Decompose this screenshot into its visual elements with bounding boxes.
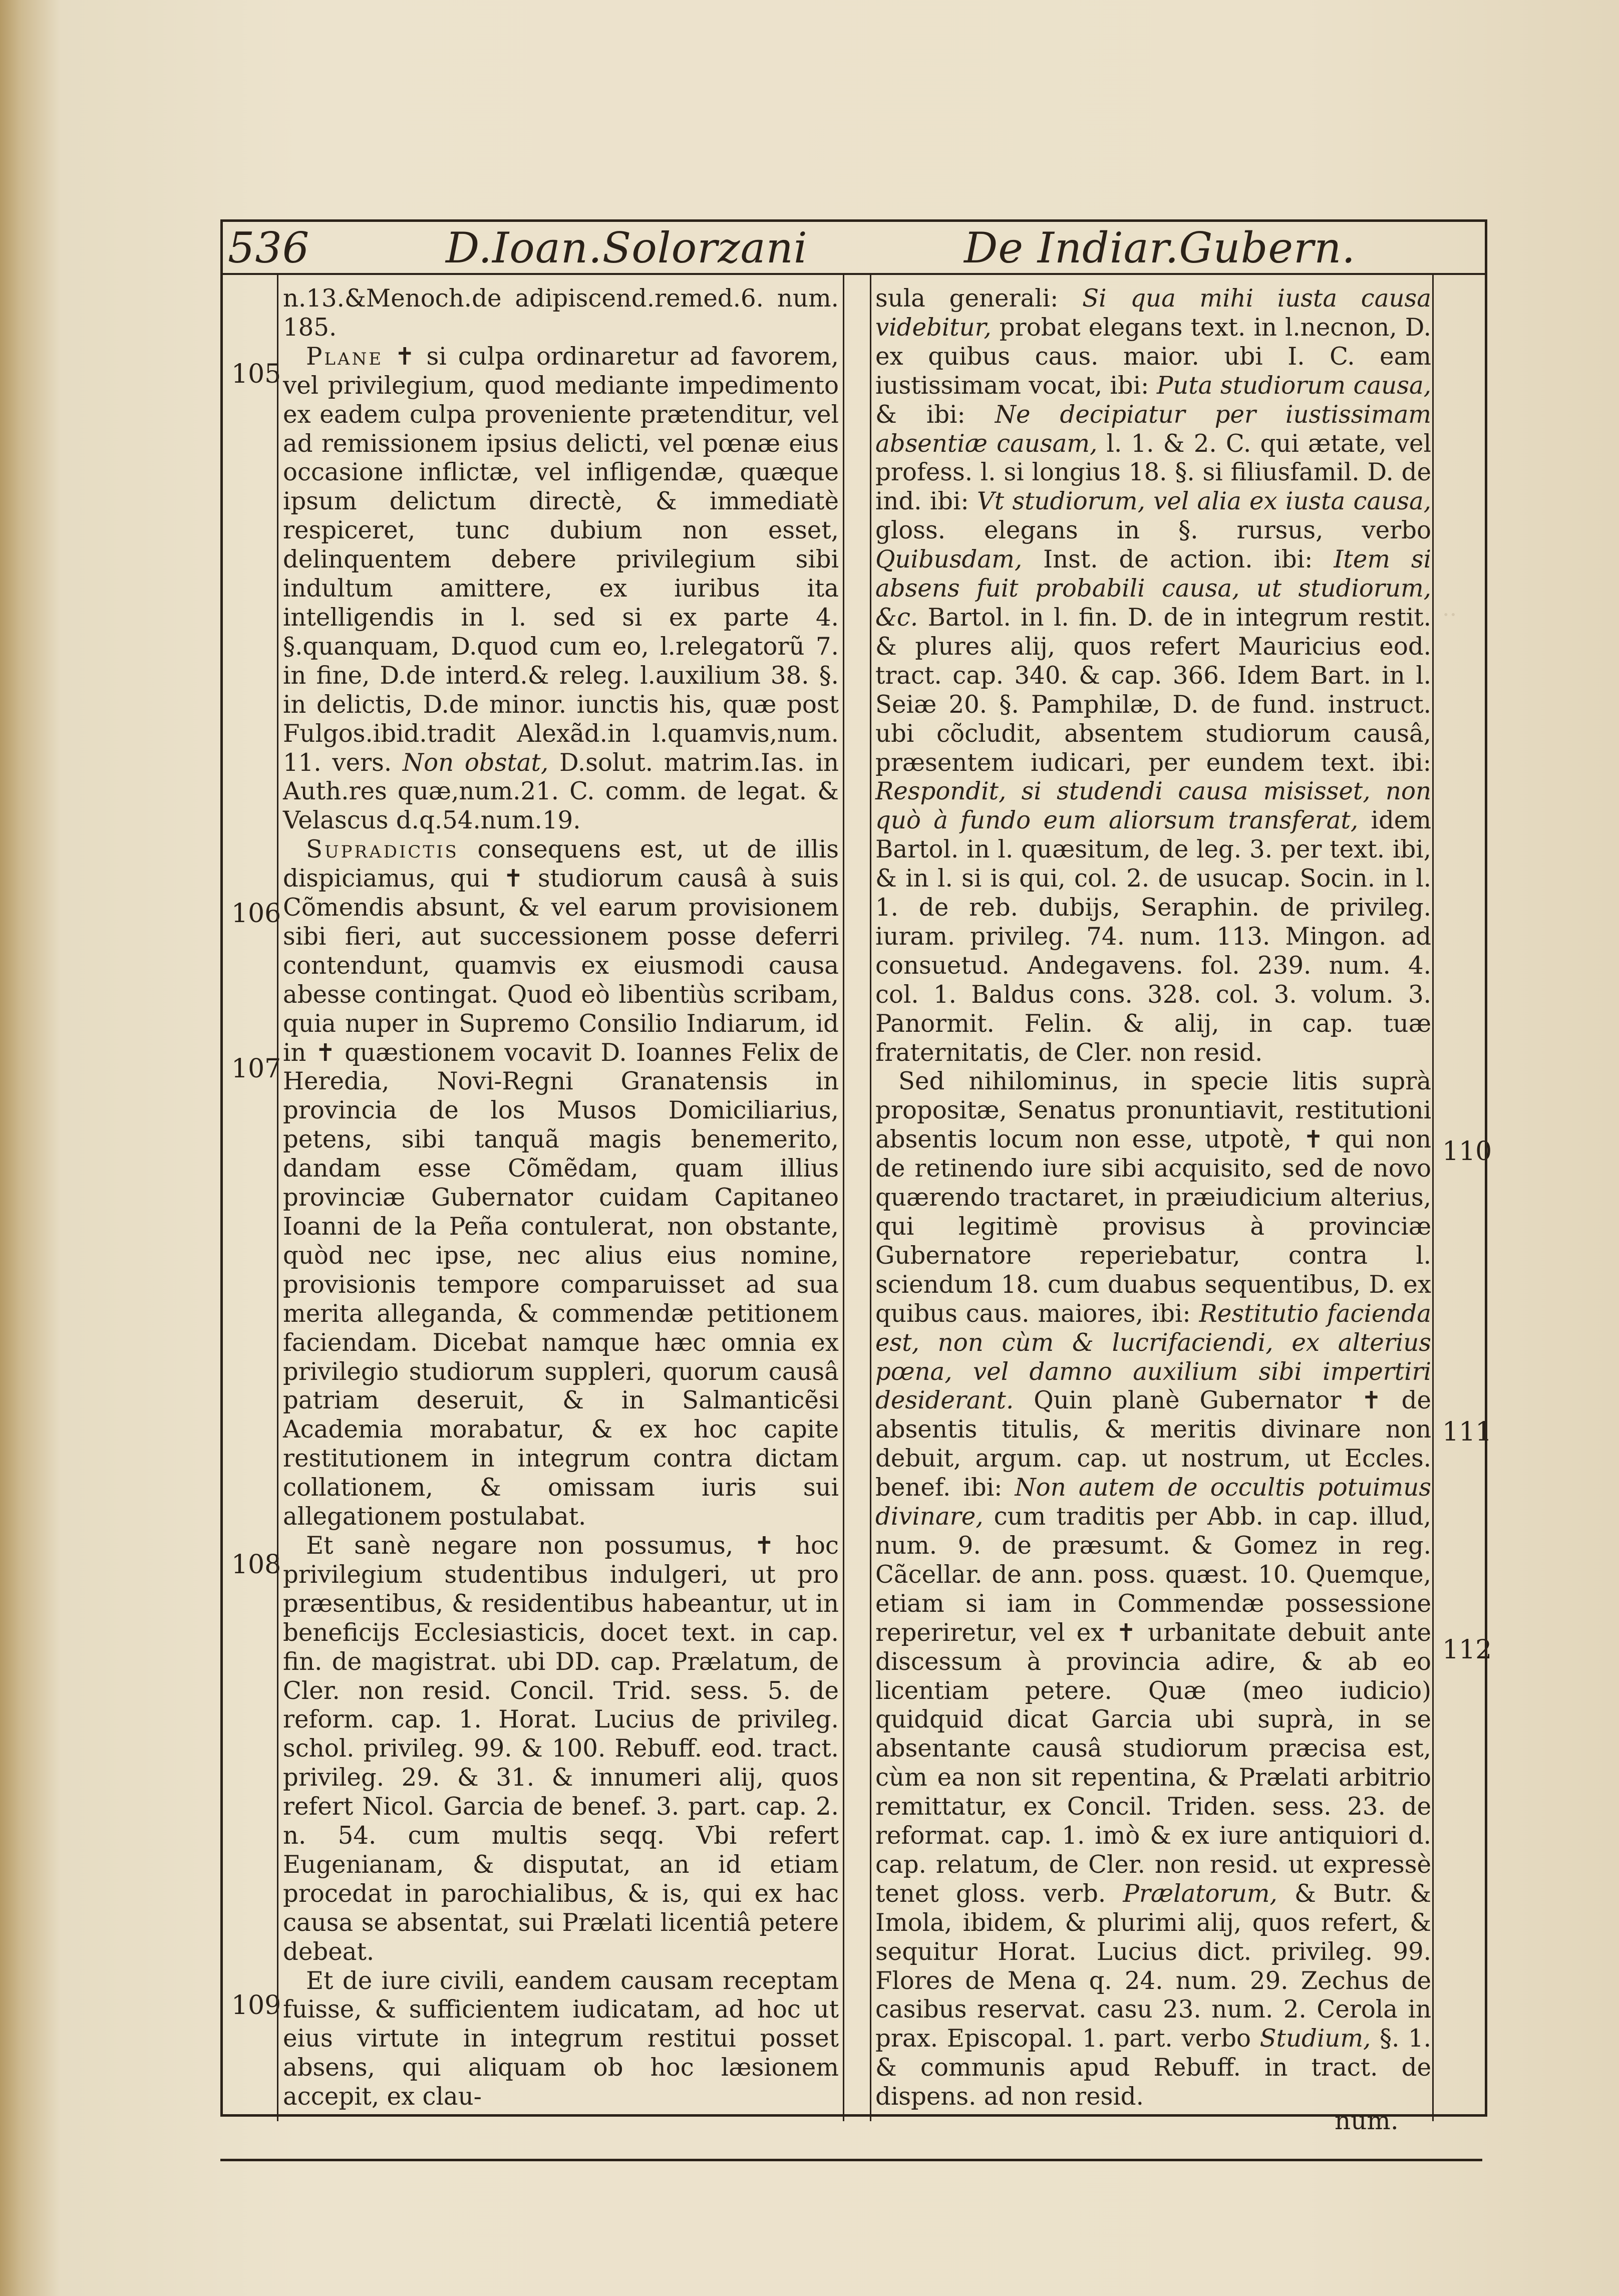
- left-margin-rule: [277, 273, 278, 2121]
- paragraph-lead-word: Supradictis: [306, 835, 459, 864]
- margin-number-108: 108: [231, 1550, 281, 1580]
- header-rule: [220, 273, 1486, 275]
- text-run: n.13.&Menoch.de adipiscend.remed.6. num. 185.: [283, 284, 839, 342]
- margin-number-109: 109: [231, 1990, 281, 2021]
- margin-number-112: 112: [1442, 1635, 1492, 1665]
- text-run: ✝ si culpa ordinaretur ad favorem, vel privilegium, quod mediante impedimento ex eadem culpa proveniente prætenditur, vel ad remissionem ipsius delicti, vel pœnæ eius occasione inflictæ, vel infligendæ, quæque ipsum delictum directè, & immediatè respiceret, tunc dubium non esset, delinquentem debere privilegium sibi indultum amittere, ex iuribus ita intelligendis in l. sed si ex parte 4. §.quanquam, D.quod cum eo, l.relegatorũ 7. in fine, D.de interd.& releg. l.auxilium 38. §. in delictis, D.de minor. iunctis his, quæ post Fulgos.ibid.tradit Alexãd.in l.quamvis,num. 11. vers.: [283, 342, 839, 777]
- text-run: Et sanè negare non possumus, ✝ hoc privilegium studentibus indulgeri, ut pro præsentibus, & residentibus habeantur, ut in beneficijs Ecclesiasticis, docet text. in cap. fin. de magistrat. ubi DD. cap. Prælatum, de Cler. non resid. Concil. Trid. sess. 5. de reform. cap. 1. Horat. Lucius de privileg. schol. privileg. 99. & 100. Rebuff. eod. tract. privileg. 29. & 31. & innumeri alij, quos refert Nicol. Garcia de benef. 3. part. cap. 2. n. 54. cum multis seqq. Vbi refert Eugenianam, & disputat, an id etiam procedat in parochialibus, & is, qui ex hac causa se absentat, sui Prælati licentiâ petere debeat.: [283, 1531, 839, 1966]
- text-run: Bartol. in l. fin. D. de in integrum restit. & plures alij, quos refert Mauricius eod. tract. cap. 340. & cap. 366. Idem Bart. in l. Seiæ 20. §. Pamphilæ, D. de fund. instruct. ubi cõcludit, absentem studiorum causâ, præsentem iudicari, per eundem text. ibi:: [875, 603, 1431, 777]
- text-run: & Butr. & Imola, ibidem, & plurimi alij, quos refert, & sequitur Horat. Lucius dict. privileg. 99. Flores de Mena q. 24. num. 29. Zechus de casibus reservat. casu 23. num. 2. Cerola in prax. Episcopal. 1. part. verbo: [875, 1879, 1431, 2053]
- running-head-author: D.Ioan.Solorzani: [446, 223, 808, 272]
- text-run: Sed nihilominus, in specie litis suprà propositæ, Senatus pronuntiavit, restitutioni absentis locum non esse, utpotè, ✝ qui non de retinendo iure sibi acquisito, sed de novo quærendo tractaret, in præiudicium alterius, qui legitimè provisus à provinciæ Gubernatore reperiebatur, contra l. sciendum 18. cum duabus sequentibus, D. ex quibus caus. maiores, ibi:: [875, 1067, 1431, 1328]
- text-run: Et de iure civili, eandem causam receptam fuisse, & sufficientem iudicatam, ad hoc ut eius virtute in integrum restitui posset absens, qui aliquam ob hoc læsionem accepit, ex clau-: [283, 1966, 839, 2111]
- italic-run: Prælatorum,: [1123, 1879, 1277, 1908]
- margin-number-110: 110: [1442, 1136, 1492, 1167]
- text-run: D.solut. matrim.Ias. in Auth.res quæ,num.21. C. comm. de legat. & Velascus d.q.54.num.19.: [283, 748, 839, 835]
- text-run: consequens est, ut de illis dispiciamus, qui ✝ studiorum causâ à suis Cõmendis absunt, & vel earum provisionem sibi fieri, aut successionem posse deferri contendunt, quamvis ex eiusmodi causa abesse contingat. Quod eò libentiùs scribam, quia nuper in Supremo Consilio Indiarum, id in ✝ quæstionem vocavit D. Ioannes Felix de Heredia, Novi-Regni Granatensis in provincia de los Musos Domiciliarius, petens, sibi tanquã magis benemerito, dandam esse Cõmẽdam, quam illius provinciæ Gubernator cuidam Capitaneo Ioanni de la Peña contulerat, non obstante, quòd nec ipse, nec alius eius nomine, provisionis tempore comparuisset ad sua merita alleganda, & commendæ petitionem faciendam. Dicebat namque hæc omnia ex privilegio studiorum suppleri, quorum causâ patriam deseruit, & in Salmanticẽsi Academia morabatur, & ex hoc capite restitutionem in integrum contra dictam collationem, & omissam iuris sui allegationem postulabat.: [283, 835, 839, 1531]
- margin-number-106: 106: [231, 899, 281, 929]
- text-run: idem Bartol. in l. quæsitum, de leg. 3. per text. ibi, & in l. si is qui, col. 2. de usucap. Socin. in l. 1. de reb. dubijs, Seraphin. de privileg. iuram. privileg. 74. num. 113. Mingon. ad consuetud. Andegavens. fol. 239. num. 4. col. 1. Baldus cons. 328. col. 3. volum. 3. Panormit. Felin. & alij, in cap. tuæ fraternitatis, de Cler. non resid.: [875, 806, 1431, 1067]
- italic-run: Vt studiorum, vel alia ex iusta causa,: [977, 487, 1431, 516]
- text-run: Inst. de action. ibi:: [1022, 545, 1334, 574]
- running-head-title: De Indiar.Gubern.: [964, 223, 1356, 272]
- italic-run: Ne decipiatur per iustissimam absentiæ causam,: [875, 400, 1431, 458]
- text-run: l. 1. & 2. C. qui ætate, vel profess. l. si longius 18. §. si filiusfamil. D. de ind. ibi:: [875, 429, 1431, 516]
- margin-number-107: 107: [231, 1054, 281, 1084]
- paragraph-continuation: [283, 284, 839, 343]
- right-column: [875, 284, 1431, 2112]
- text-run: §. 1. & communis apud Rebuff. in tract. de dispens. ad non resid.: [875, 2025, 1431, 2111]
- italic-run: Non obstat,: [402, 748, 549, 777]
- italic-run: Si qua mihi iusta causa videbitur,: [875, 284, 1431, 342]
- text-run: probat elegans text. in l.necnon, D. ex quibus caus. maior. ubi I. C. eam iustissimam vocat, ibi:: [875, 313, 1431, 400]
- text-run: & ibi:: [875, 400, 995, 429]
- italic-run: Puta studiorum causa,: [1156, 371, 1431, 400]
- paragraph-110: [875, 1067, 1431, 2112]
- left-column: [283, 284, 839, 2112]
- column-divider-right: [870, 273, 871, 2121]
- italic-run: Studium,: [1259, 2025, 1371, 2053]
- text-run: Quin planè Gubernator ✝ de absentis titulis, & meritis divinare non debuit, argum. cap. ut nostrum, ut Eccles. benef. ibi:: [875, 1386, 1431, 1502]
- italic-run: Quibusdam,: [875, 545, 1023, 574]
- catchword: num.: [1335, 2106, 1399, 2135]
- column-divider-left: [843, 273, 844, 2121]
- text-run: cum traditis per Abb. in cap. illud, num. 9. de præsumt. & Gomez in reg. Cãcellar. de ann. poss. quæst. 10. Quemque, etiam si iam in Commendæ possessione reperiretur, vel ex ✝ urbanitate debuit ante discessum à provincia adire, & ab eo licentiam petere. Quæ (meo iudicio) quidquid dicat Garcia ubi suprà, in se absentante causâ studiorum præcisa est, cùm ea non sit repentina, & Prælati arbitrio remittatur, ex Concil. Triden. sess. 23. de reformat. cap. 1. imò & ex iure antiquiori d. cap. relatum, de Cler. non resid. ut expressè tenet gloss. verb.: [875, 1503, 1431, 1908]
- paragraph-lead-word: Plane: [306, 342, 384, 371]
- paragraph-108: [283, 1532, 839, 1967]
- margin-number-111: 111: [1442, 1417, 1492, 1447]
- italic-run: Respondit, si studendi causa misisset, non quò à fundo eum aliorsum transferat,: [875, 777, 1431, 835]
- text-run: gloss. elegans in §. rursus, verbo: [875, 516, 1431, 545]
- italic-run: Non autem de occultis potuimus divinare,: [875, 1474, 1432, 1531]
- page-number: 536: [228, 223, 310, 272]
- text-run: sula generali:: [875, 284, 1083, 313]
- italic-run: Item si absens fuit probabili causa, ut studiorum, &c.: [875, 545, 1431, 632]
- paragraph-109: [283, 1967, 839, 2112]
- margin-number-105: 105: [231, 359, 281, 389]
- bottom-rule: [220, 2159, 1482, 2161]
- show-through-text: ··: [1442, 601, 1457, 628]
- right-margin-rule: [1432, 273, 1434, 2121]
- paragraph-106: [283, 835, 839, 1532]
- paragraph-continuation: [875, 284, 1431, 1067]
- paragraph-105: [283, 343, 839, 835]
- italic-run: Restitutio facienda est, non cùm & lucrifaciendi, ex alterius pœna, vel damno auxilium sibi impertiri desiderant.: [875, 1299, 1431, 1415]
